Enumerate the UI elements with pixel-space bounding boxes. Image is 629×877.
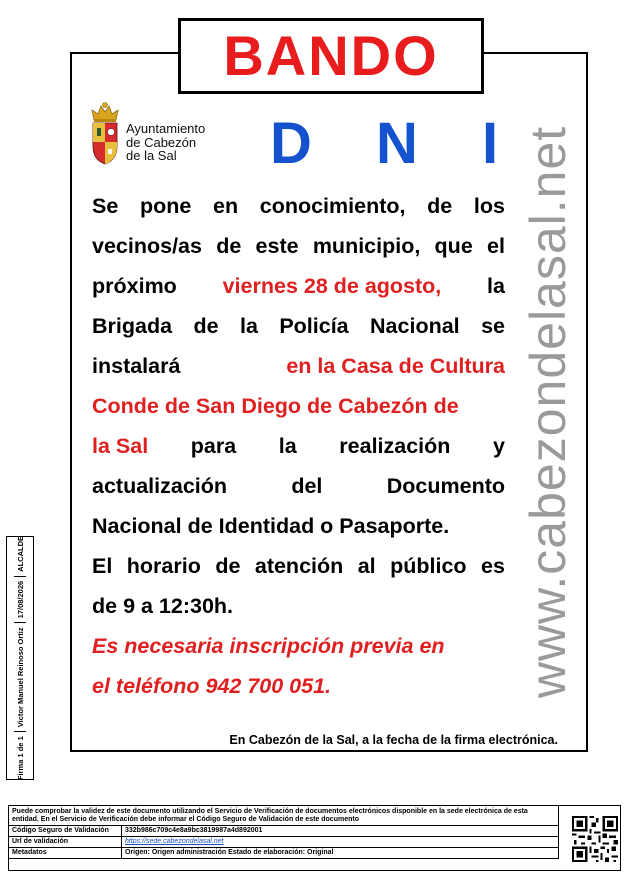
body-line bbox=[92, 628, 505, 668]
body-word: próximo bbox=[92, 274, 177, 298]
body-line bbox=[92, 228, 505, 268]
body-line bbox=[92, 428, 505, 468]
body-word: Nacional bbox=[370, 314, 460, 338]
body-line bbox=[92, 388, 505, 428]
verification-box bbox=[8, 805, 621, 871]
date-place-line: En Cabezón de la Sal, a la fecha de la firma electrónica. bbox=[229, 733, 558, 747]
verification-key: Código Seguro de Validación bbox=[9, 826, 122, 836]
notice-body bbox=[92, 188, 505, 708]
signature-date: 17/08/2026 bbox=[15, 580, 25, 619]
body-line bbox=[92, 468, 505, 508]
signer-name: Victor Manuel Reinoso Ortiz bbox=[15, 627, 25, 728]
body-word: la bbox=[487, 274, 505, 298]
verification-metadata: Origen: Origen administración Estado de elaboración: Original bbox=[125, 849, 334, 856]
body-word: que bbox=[434, 234, 473, 258]
body-word: la bbox=[278, 434, 297, 458]
body-line bbox=[92, 348, 505, 388]
body-word: Brigada bbox=[92, 314, 173, 338]
body-word: los bbox=[473, 194, 505, 218]
body-word: Nacional de Identidad o Pasaporte. bbox=[92, 514, 450, 538]
verification-row bbox=[9, 826, 559, 837]
body-line bbox=[92, 588, 505, 628]
body-word: de bbox=[215, 554, 241, 578]
body-word: atención bbox=[254, 554, 344, 578]
body-word: el teléfono 942 700 051. bbox=[92, 674, 332, 698]
body-word: del bbox=[291, 474, 323, 498]
verification-row bbox=[9, 848, 559, 859]
body-word: horario bbox=[126, 554, 201, 578]
qr-code-icon[interactable] bbox=[572, 813, 618, 865]
body-word: de 9 a 12:30h. bbox=[92, 594, 234, 618]
website-watermark: www.cabezondelasal.net bbox=[520, 125, 576, 699]
municipality-logo bbox=[88, 98, 228, 168]
body-line bbox=[92, 268, 505, 308]
body-word: para bbox=[190, 434, 237, 458]
body-word: se bbox=[481, 314, 505, 338]
body-word: Documento bbox=[386, 474, 505, 498]
title-box bbox=[178, 18, 484, 94]
verification-url-link[interactable]: https://sede.cabezondelasal.net bbox=[125, 838, 224, 845]
verification-code: 332b986c709c4e8a9bc3819987a4d892001 bbox=[125, 827, 263, 834]
body-word: de bbox=[427, 194, 453, 218]
coat-of-arms-icon bbox=[88, 98, 122, 166]
body-word: El bbox=[92, 554, 113, 578]
signer-role: ALCALDE bbox=[15, 535, 25, 572]
verification-notice: Puede comprobar la validez de este documento utilizando el Servicio de Verificación de documentos electrónicos disponible en la sede electrónica de esta entidad. En el Servicio de Verificación debe informar el Código Seguro de Validación de este documento bbox=[9, 806, 559, 826]
subject-heading: D N I bbox=[270, 111, 523, 176]
signature-strip bbox=[6, 536, 34, 780]
body-word: y bbox=[493, 434, 505, 458]
page-title: BANDO bbox=[223, 24, 439, 87]
body-word: pone bbox=[139, 194, 192, 218]
body-word: conocimiento, bbox=[259, 194, 406, 218]
body-word: al bbox=[357, 554, 376, 578]
verification-row bbox=[9, 837, 559, 848]
body-word: la bbox=[239, 314, 258, 338]
body-word: vecinos/as bbox=[92, 234, 202, 258]
body-word: Policía bbox=[279, 314, 349, 338]
body-word: realización bbox=[339, 434, 451, 458]
highlighted-text: en la Casa de Cultura bbox=[286, 354, 505, 378]
verification-key: Metadatos bbox=[9, 848, 122, 858]
body-word: Es necesaria inscripción previa en bbox=[92, 634, 445, 658]
body-word: público bbox=[390, 554, 467, 578]
verification-key: Url de validación bbox=[9, 837, 122, 847]
highlighted-text: Conde de San Diego de Cabezón de bbox=[92, 394, 459, 418]
body-word: es bbox=[481, 554, 505, 578]
municipality-name-line: Ayuntamiento bbox=[126, 121, 206, 136]
body-line bbox=[92, 188, 505, 228]
municipality-name bbox=[126, 122, 226, 163]
municipality-name-line: de la Sal bbox=[126, 148, 177, 163]
body-word: de bbox=[193, 314, 219, 338]
body-line bbox=[92, 508, 505, 548]
body-line bbox=[92, 668, 505, 708]
municipality-name-line: de Cabezón bbox=[126, 134, 197, 150]
body-word: este bbox=[255, 234, 299, 258]
body-word: municipio, bbox=[312, 234, 421, 258]
body-word: actualización bbox=[92, 474, 228, 498]
signature-count: Firma 1 de 1 bbox=[15, 736, 25, 781]
body-word: Se bbox=[92, 194, 119, 218]
body-line bbox=[92, 548, 505, 588]
body-line bbox=[92, 308, 505, 348]
body-word: en bbox=[212, 194, 239, 218]
body-word: el bbox=[487, 234, 505, 258]
highlighted-text: viernes 28 de agosto, bbox=[222, 274, 442, 298]
highlighted-text: la Sal bbox=[92, 434, 149, 458]
body-word: instalará bbox=[92, 354, 181, 378]
body-word: de bbox=[216, 234, 242, 258]
